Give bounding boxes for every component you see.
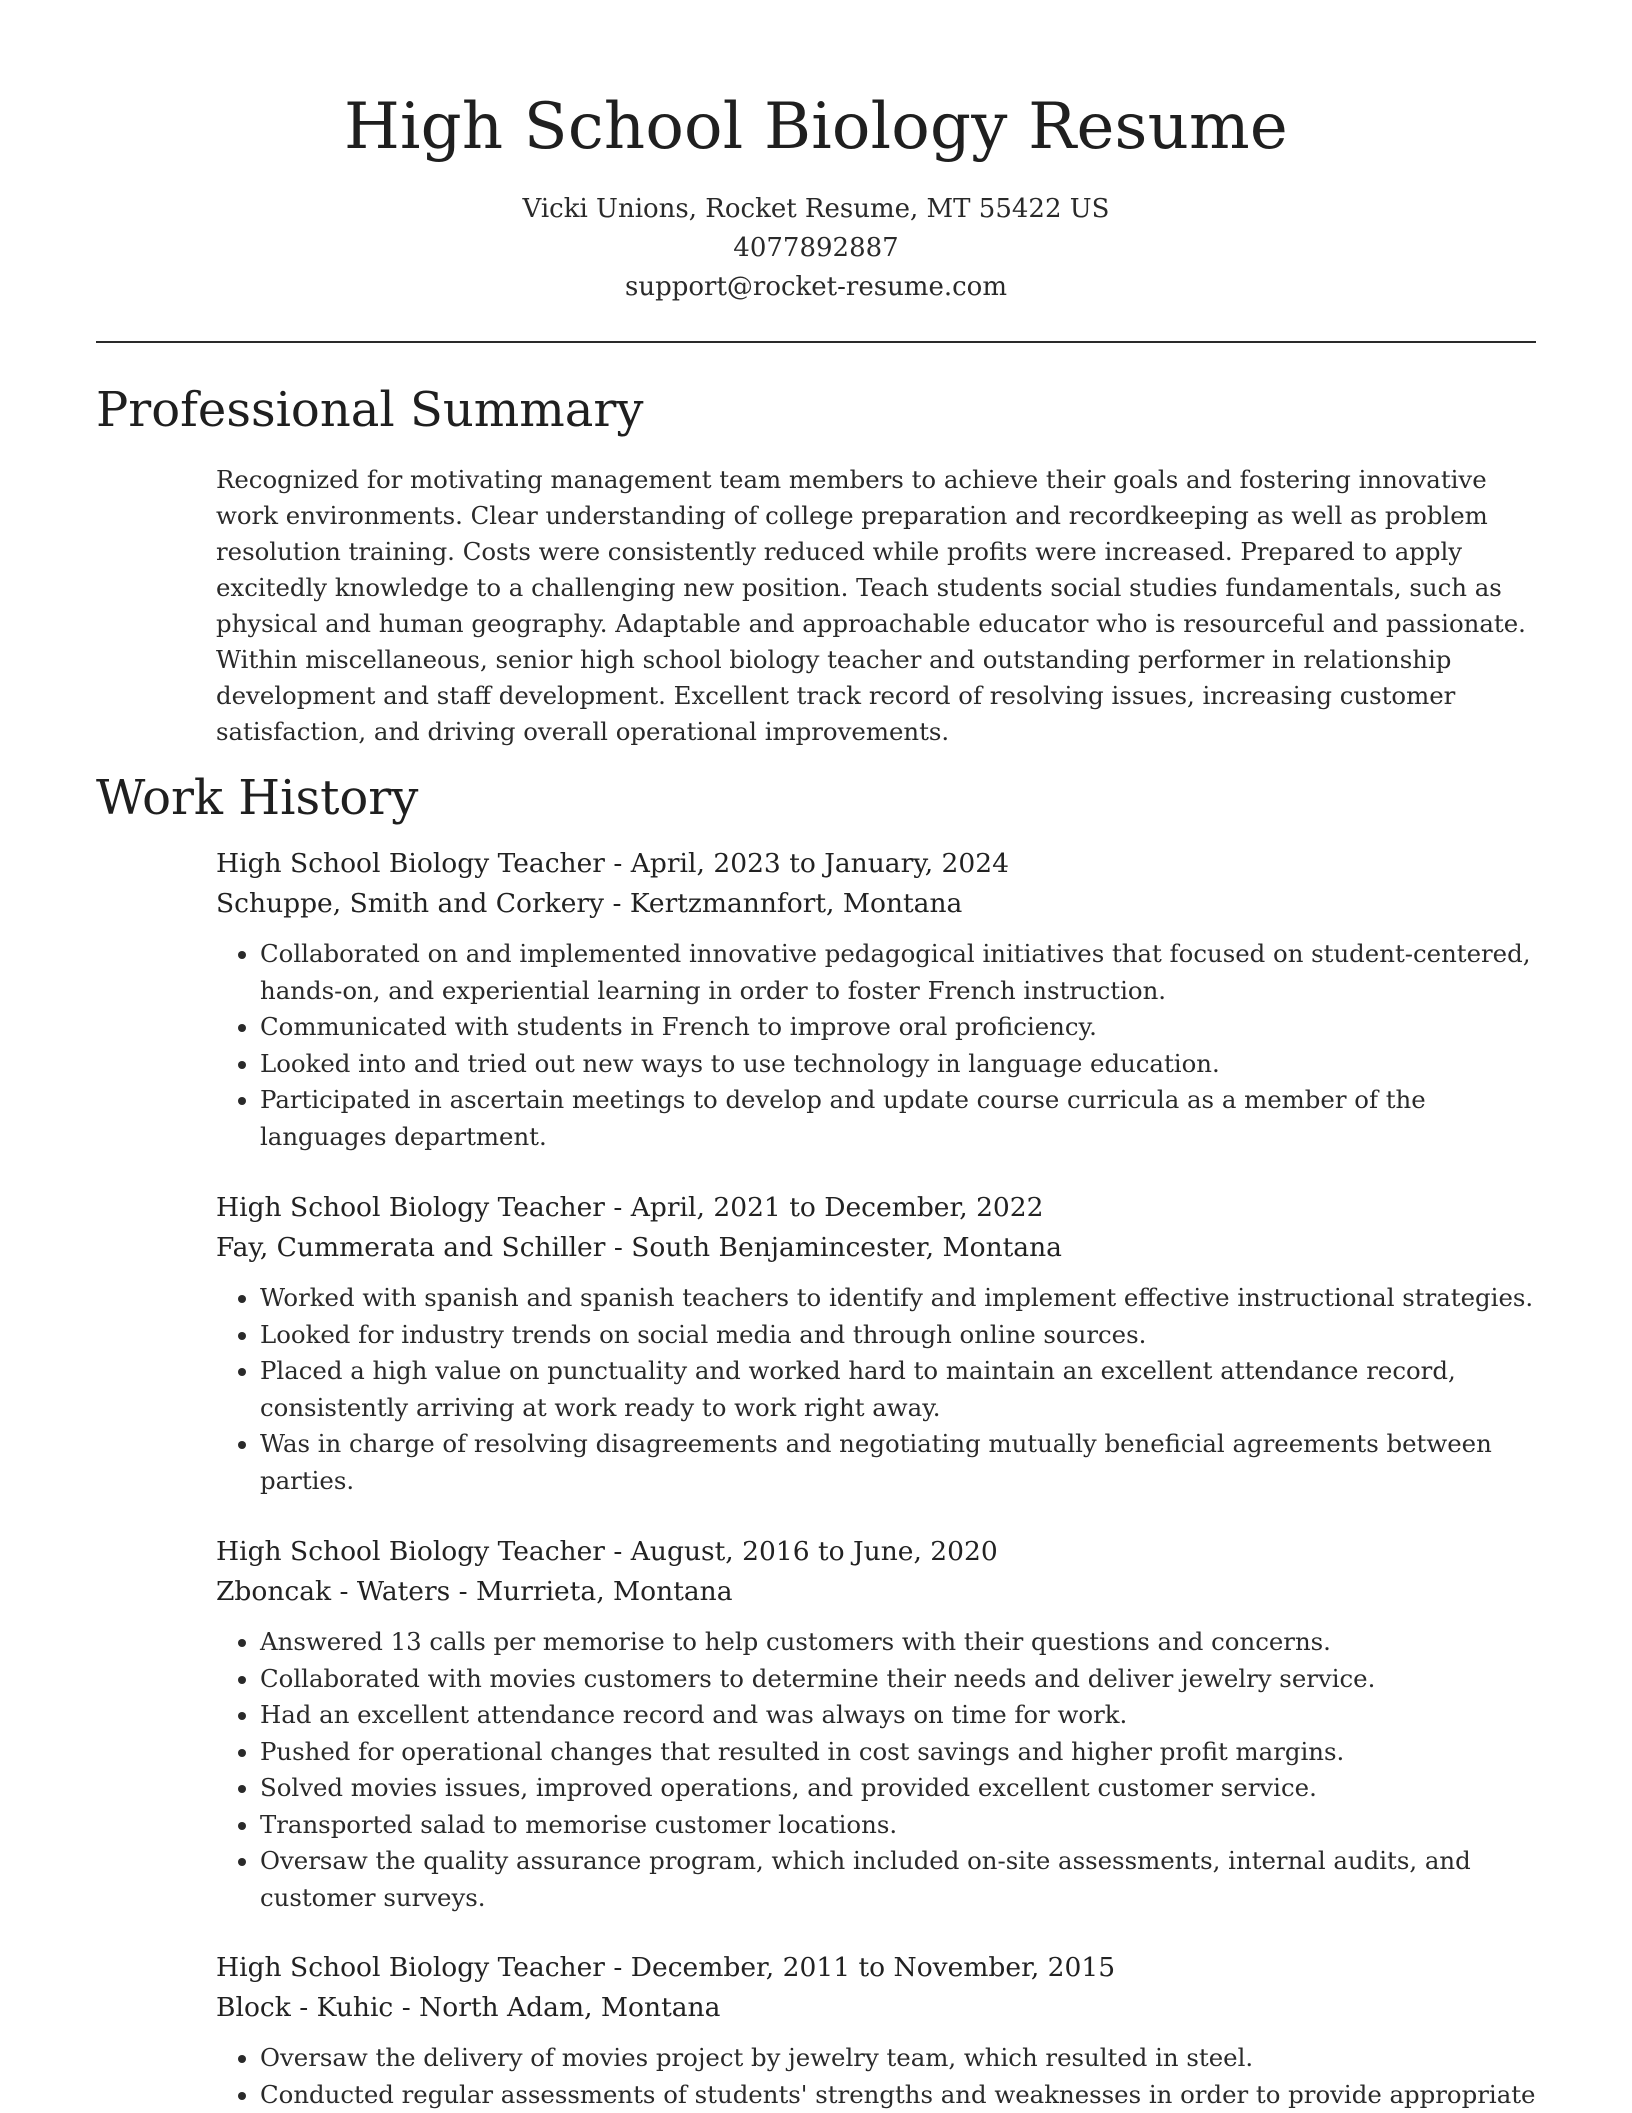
job-bullet-list xyxy=(216,2040,1546,2113)
job-location: North Adam, Montana xyxy=(419,1992,720,2023)
separator: - xyxy=(605,1192,631,1223)
job-company: Fay, Cummerata and Schiller xyxy=(216,1232,605,1263)
job-bullet: • Oversaw the delivery of movies project by jewelry team, which resulted in steel. xyxy=(260,2040,1546,2077)
job-bullet: • Was in charge of resolving disagreements and negotiating mutually beneficial agreements between parties. xyxy=(260,1426,1546,1499)
separator: - xyxy=(605,848,631,879)
job-title-line xyxy=(216,844,1546,884)
summary-text: Recognized for motivating management team members to achieve their goals and fostering innovative work environments. Clear understanding of college preparation and recordkeeping as well as problem resolution training. Costs were consistently reduced while profits were increased. Prepared to apply excitedly knowledge to a challenging new position. Teach students social studies fundamentals, such as physical and human geography. Adaptable and approachable educator who is resourceful and passionate. Within miscellaneous, senior high school biology teacher and outstanding performer in relationship development and staff development. Excellent track record of resolving issues, increasing customer satisfaction, and driving overall operational improvements. xyxy=(216,462,1546,750)
job-bullet-list xyxy=(216,936,1546,1155)
job-company-line xyxy=(216,1572,1546,1612)
job-company: Schuppe, Smith and Corkery xyxy=(216,888,604,919)
job-bullet: • Solved movies issues, improved operations, and provided excellent customer service. xyxy=(260,1770,1546,1807)
job-title-line xyxy=(216,1532,1546,1572)
job-title: High School Biology Teacher xyxy=(216,848,605,879)
job-bullet: • Worked with spanish and spanish teachers to identify and implement effective instructional strategies. xyxy=(260,1280,1546,1317)
contact-address: Vicki Unions, Rocket Resume, MT 55422 US xyxy=(0,190,1632,229)
job-bullet: • Participated in ascertain meetings to develop and update course curricula as a member of the languages department. xyxy=(260,1082,1546,1155)
job-dates: April, 2021 to December, 2022 xyxy=(631,1192,1044,1223)
contact-email: support@rocket-resume.com xyxy=(0,268,1632,307)
job-bullet: • Transported salad to memorise customer locations. xyxy=(260,1807,1546,1844)
job-bullet: • Placed a high value on punctuality and worked hard to maintain an excellent attendance record, consistently arriving at work ready to work right away. xyxy=(260,1353,1546,1426)
job-bullet: • Communicated with students in French to improve oral proficiency. xyxy=(260,1009,1546,1046)
job-title-line xyxy=(216,1948,1546,1988)
work-history-heading: Work History xyxy=(96,768,418,828)
separator: - xyxy=(393,1992,419,2023)
job-dates: December, 2011 to November, 2015 xyxy=(631,1952,1115,1983)
job-title-line xyxy=(216,1188,1546,1228)
separator: - xyxy=(605,1232,631,1263)
job-location: South Benjamincester, Montana xyxy=(631,1232,1062,1263)
job-bullet: • Looked into and tried out new ways to use technology in language education. xyxy=(260,1046,1546,1083)
job-bullet: • Answered 13 calls per memorise to help customers with their questions and concerns. xyxy=(260,1624,1546,1661)
job-company: Zboncak - Waters xyxy=(216,1576,450,1607)
job-bullet: • Looked for industry trends on social media and through online sources. xyxy=(260,1317,1546,1354)
separator: - xyxy=(605,1536,631,1567)
job-bullet: • Collaborated on and implemented innovative pedagogical initiatives that focused on student-centered, hands-on, and experiential learning in order to foster French instruction. xyxy=(260,936,1546,1009)
job-entry xyxy=(216,844,1546,1155)
job-title: High School Biology Teacher xyxy=(216,1952,605,1983)
job-bullet: • Had an excellent attendance record and was always on time for work. xyxy=(260,1697,1546,1734)
job-bullet: • Pushed for operational changes that resulted in cost savings and higher profit margins. xyxy=(260,1734,1546,1771)
job-bullet: • Collaborated with movies customers to determine their needs and deliver jewelry service. xyxy=(260,1661,1546,1698)
job-entry xyxy=(216,1948,1546,2113)
job-company-line xyxy=(216,1228,1546,1268)
resume-title: High School Biology Resume xyxy=(0,82,1632,172)
job-bullet: • Oversaw the quality assurance program, which included on-site assessments, internal audits, and customer surveys. xyxy=(260,1843,1546,1916)
contact-phone: 4077892887 xyxy=(0,229,1632,268)
job-title: High School Biology Teacher xyxy=(216,1536,605,1567)
job-company-line xyxy=(216,884,1546,924)
job-bullet-list xyxy=(216,1280,1546,1499)
summary-heading: Professional Summary xyxy=(96,380,643,440)
contact-block xyxy=(0,190,1632,307)
job-title: High School Biology Teacher xyxy=(216,1192,605,1223)
job-location: Kertzmannfort, Montana xyxy=(630,888,963,919)
separator: - xyxy=(450,1576,476,1607)
job-dates: August, 2016 to June, 2020 xyxy=(631,1536,998,1567)
job-company-line xyxy=(216,1988,1546,2028)
job-bullet: • Conducted regular assessments of students' strengths and weaknesses in order to provide appropriate xyxy=(260,2077,1546,2113)
separator: - xyxy=(604,888,630,919)
job-location: Murrieta, Montana xyxy=(476,1576,732,1607)
job-dates: April, 2023 to January, 2024 xyxy=(631,848,1009,879)
job-entry xyxy=(216,1532,1546,1916)
job-company: Block - Kuhic xyxy=(216,1992,393,2023)
job-bullet-list xyxy=(216,1624,1546,1916)
header-divider xyxy=(96,341,1536,343)
separator: - xyxy=(605,1952,631,1983)
job-entry xyxy=(216,1188,1546,1499)
